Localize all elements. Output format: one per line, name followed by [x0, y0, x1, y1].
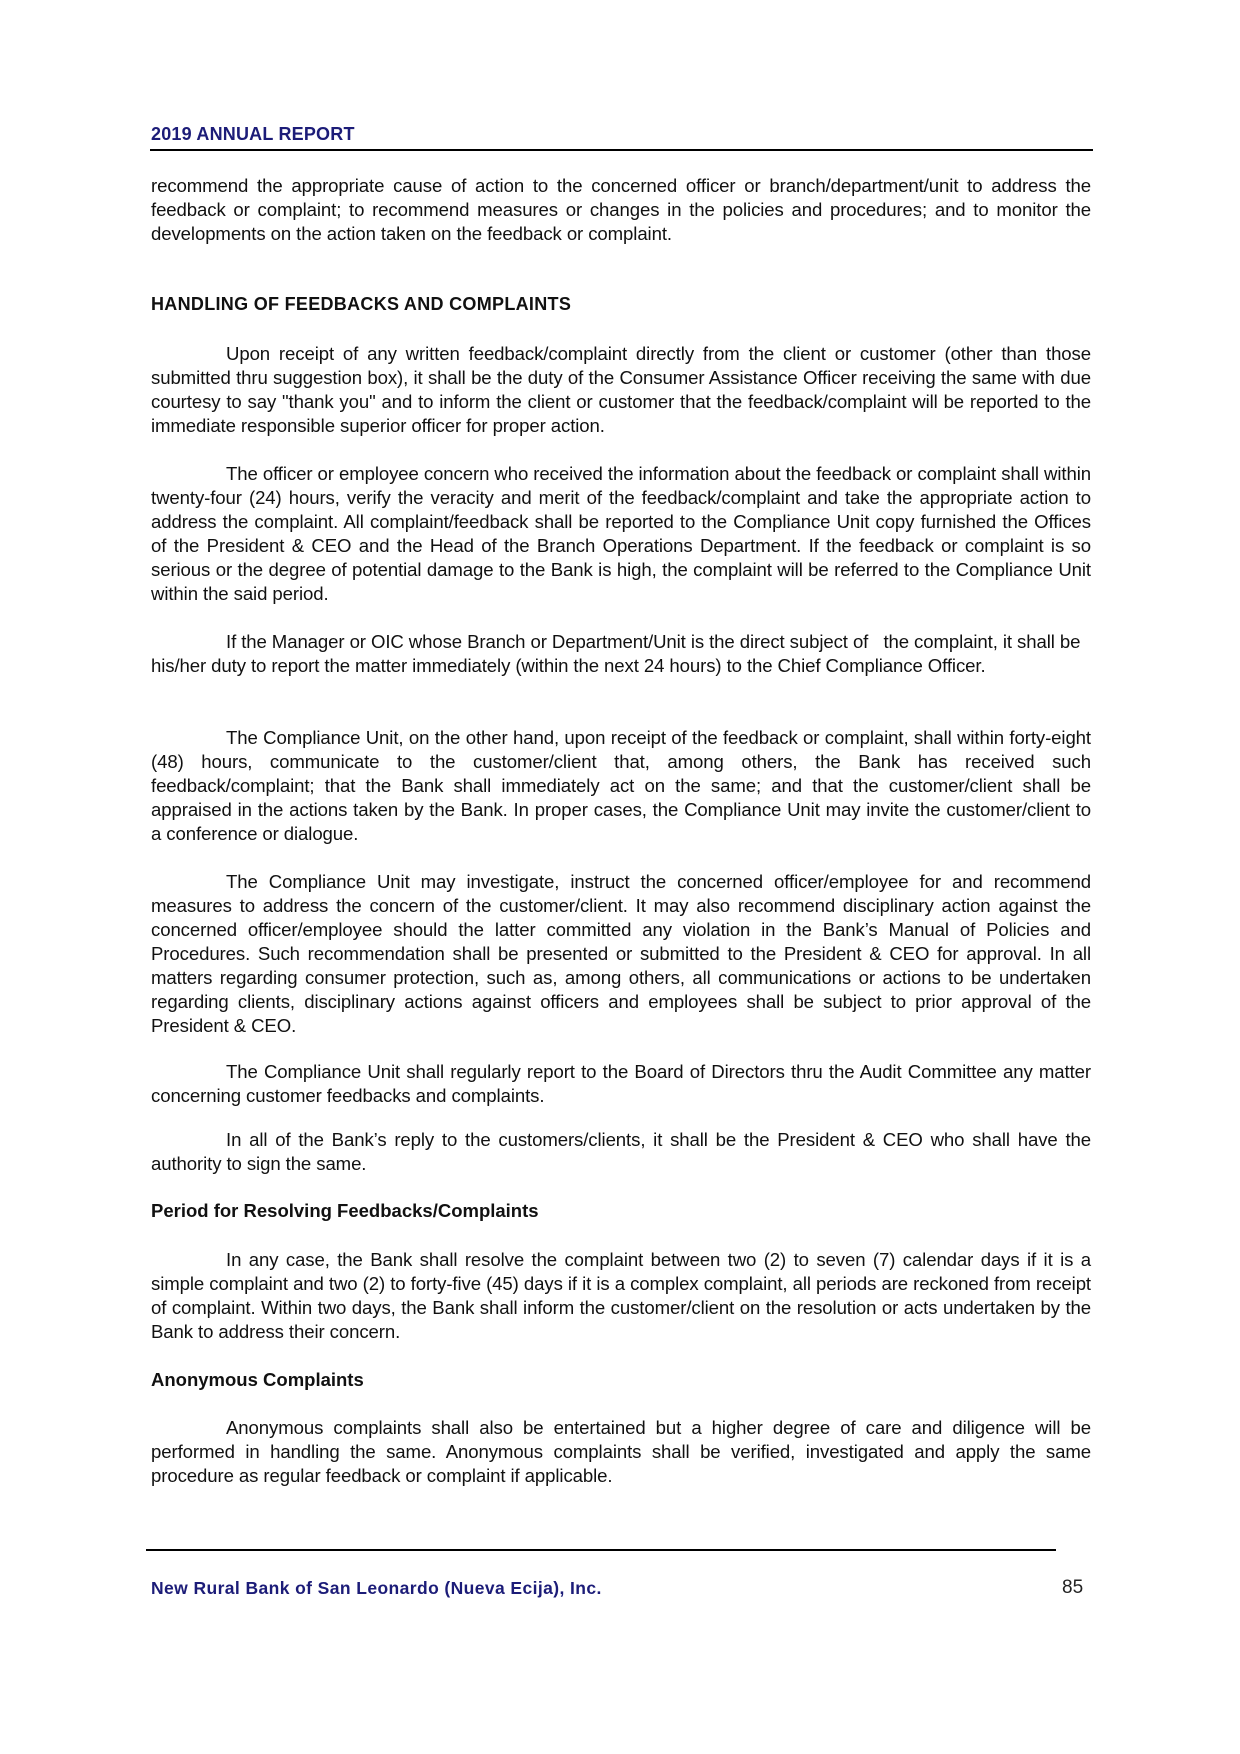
paragraph-block — [151, 342, 1091, 438]
paragraph-text: In all of the Bank’s reply to the customers/clients, it shall be the President & CEO who shall have the authority to sign the same. — [151, 1129, 1091, 1174]
paragraph-text: The Compliance Unit may investigate, instruct the concerned officer/employee for and recommend measures to address the concern of the customer/client. It may also recommend disciplinary action against the concerned officer/employee should the latter committed any violation in the Bank’s Manual of Policies and Procedures. Such recommendation shall be presented or submitted to the President & CEO for approval. In all matters regarding consumer protection, such as, among others, all communications or actions to be undertaken regarding clients, disciplinary actions against officers and employees shall be subject to prior approval of the President & CEO. — [151, 871, 1091, 1036]
paragraph-block — [151, 1060, 1091, 1108]
footer-organization: New Rural Bank of San Leonardo (Nueva Ecija), Inc. — [151, 1578, 602, 1598]
paragraph-text: Anonymous complaints shall also be entertained but a higher degree of care and diligence will be performed in handling the same. Anonymous complaints shall be verified, investigated and apply the same procedure as regular feedback or complaint if applicable. — [151, 1417, 1091, 1486]
paragraph — [151, 630, 1091, 678]
paragraph — [151, 1416, 1091, 1488]
paragraph — [151, 462, 1091, 606]
paragraph-text: The Compliance Unit shall regularly report to the Board of Directors thru the Audit Committee any matter concerning customer feedbacks and complaints. — [151, 1061, 1091, 1106]
anonymous-heading: Anonymous Complaints — [151, 1369, 364, 1390]
intro-continuation — [151, 174, 1091, 246]
header-rule — [150, 149, 1093, 151]
paragraph-text: Upon receipt of any written feedback/complaint directly from the client or customer (other than those submitted thru suggestion box), it shall be the duty of the Consumer Assistance Officer receiving the same with due courtesy to say "thank you" and to inform the client or customer that the feedback/complaint will be reported to the immediate responsible superior officer for proper action. — [151, 343, 1091, 436]
paragraph: recommend the appropriate cause of action to the concerned officer or branch/department/unit to address the feedback or complaint; to recommend measures or changes in the policies and procedures; and to monitor the developments on the action taken on the feedback or complaint. — [151, 175, 1091, 244]
paragraph-block — [151, 1416, 1091, 1488]
paragraph — [151, 1060, 1091, 1108]
anonymous-heading-block — [151, 1369, 1091, 1391]
paragraph-text: If the Manager or OIC whose Branch or Department/Unit is the direct subject of the complaint, it shall be his/her duty to report the matter immediately (within the next 24 hours) to the Chief Compliance Officer. — [151, 631, 1086, 676]
paragraph-block — [151, 1248, 1091, 1344]
section-heading: HANDLING OF FEEDBACKS AND COMPLAINTS — [151, 294, 572, 314]
paragraph-block — [151, 462, 1091, 606]
period-heading-block — [151, 1200, 1091, 1222]
paragraph — [151, 1248, 1091, 1344]
paragraph — [151, 870, 1091, 1038]
paragraph-block — [151, 870, 1091, 1038]
footer-rule — [146, 1549, 1056, 1551]
paragraph — [151, 342, 1091, 438]
period-heading: Period for Resolving Feedbacks/Complaints — [151, 1200, 539, 1221]
paragraph — [151, 726, 1091, 846]
paragraph-block — [151, 726, 1091, 846]
paragraph-text: The Compliance Unit, on the other hand, upon receipt of the feedback or complaint, shall within forty-eight (48) hours, communicate to the customer/client that, among others, the Bank has received such feedback/complaint; that the Bank shall immediately act on the same; and that the customer/client shall be appraised in the actions taken by the Bank. In proper cases, the Compliance Unit may invite the customer/client to a conference or dialogue. — [151, 727, 1091, 844]
paragraph — [151, 1128, 1091, 1176]
paragraph-text: The officer or employee concern who received the information about the feedback or complaint shall within twenty-four (24) hours, verify the veracity and merit of the feedback/complaint and take the appropriate action to address the complaint. All complaint/feedback shall be reported to the Compliance Unit copy furnished the Offices of the President & CEO and the Head of the Branch Operations Department. If the feedback or complaint is so serious or the degree of potential damage to the Bank is high, the complaint will be referred to the Compliance Unit within the said period. — [151, 463, 1091, 604]
page-number: 85 — [1062, 1577, 1084, 1598]
paragraph-text: In any case, the Bank shall resolve the complaint between two (2) to seven (7) calendar days if it is a simple complaint and two (2) to forty-five (45) days if it is a complex complaint, all periods are reckoned from receipt of complaint. Within two days, the Bank shall inform the customer/client on the resolution or acts undertaken by the Bank to address their concern. — [151, 1249, 1091, 1342]
running-header: 2019 ANNUAL REPORT — [151, 124, 355, 144]
paragraph-block — [151, 630, 1091, 678]
paragraph-block — [151, 1128, 1091, 1176]
section-heading-block — [151, 294, 1091, 315]
